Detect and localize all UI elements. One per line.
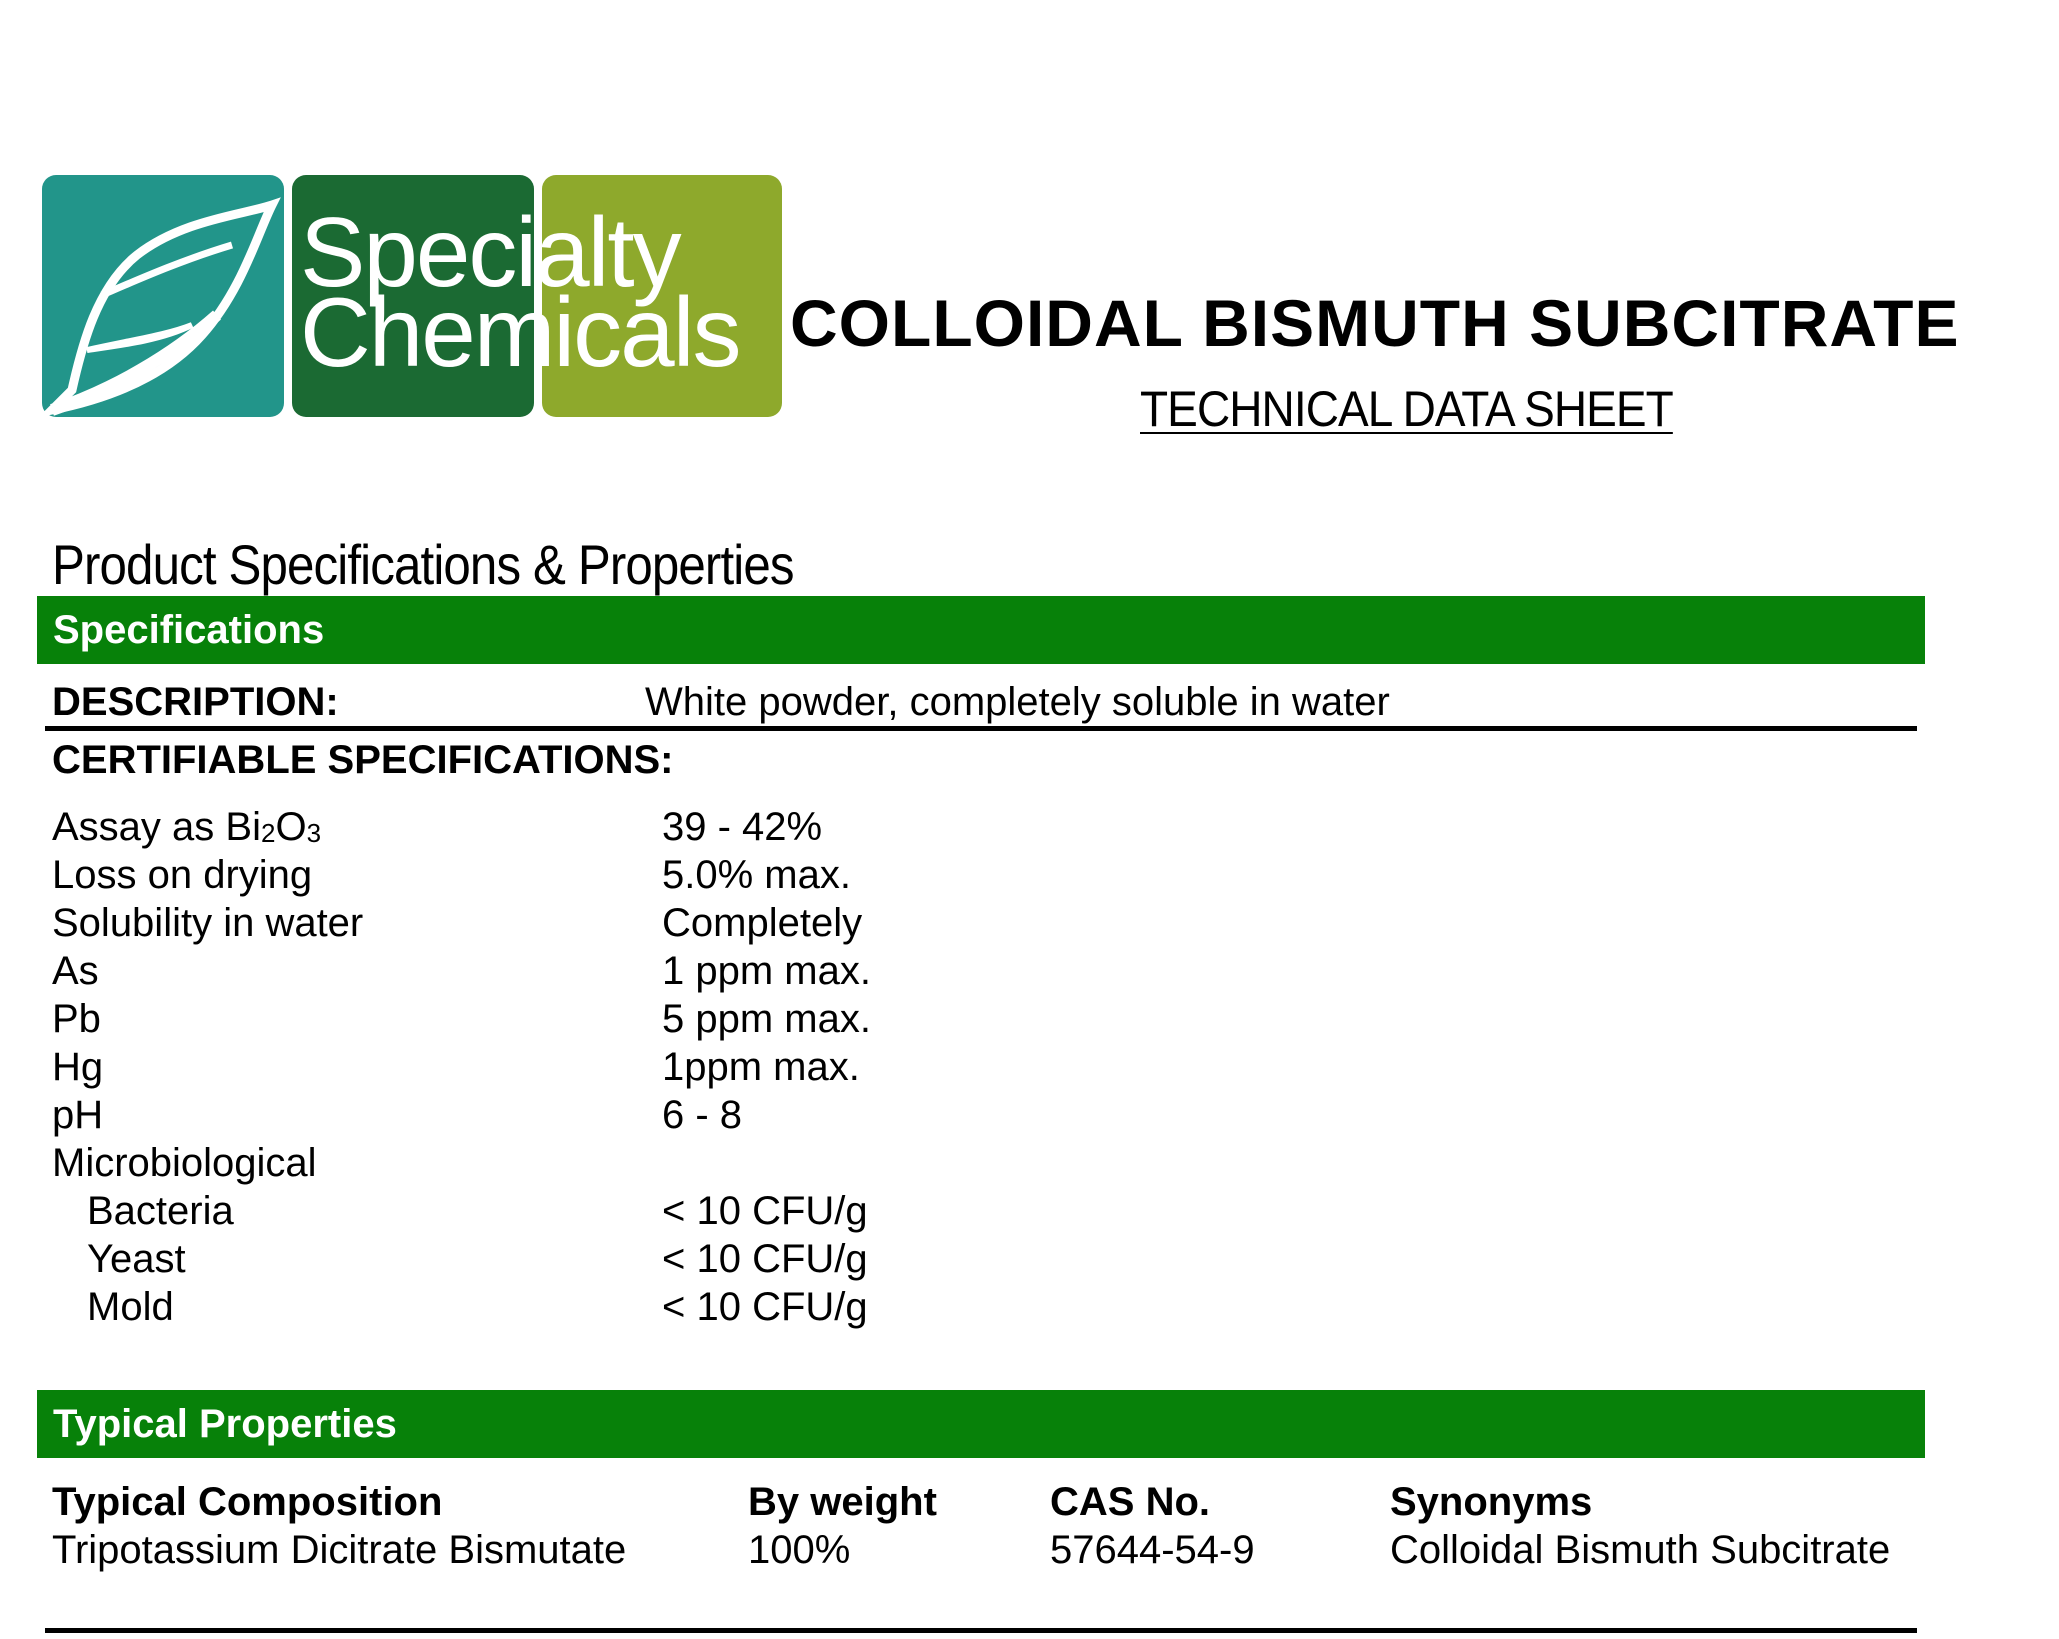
spec-label: pH [52, 1093, 104, 1137]
spec-row [52, 901, 1252, 949]
spec-value: 1ppm max. [662, 1045, 860, 1089]
leaf-icon [42, 175, 284, 417]
spec-row [52, 853, 1252, 901]
spec-row [52, 1141, 1252, 1189]
column-header-synonyms: Synonyms [1390, 1480, 1593, 1524]
spec-label: Hg [52, 1045, 104, 1089]
spec-row-assay [52, 805, 1252, 853]
spec-value: < 10 CFU/g [662, 1285, 868, 1329]
spec-row [52, 1093, 1252, 1141]
company-logo [42, 175, 782, 417]
spec-label: Yeast [87, 1237, 186, 1281]
spec-label: Solubility in water [52, 901, 364, 945]
spec-label: Microbiological [52, 1141, 317, 1185]
spec-row [52, 997, 1252, 1045]
spec-row [52, 1189, 1252, 1237]
spec-value: Completely [662, 901, 863, 945]
cell-cas: 57644-54-9 [1050, 1528, 1255, 1572]
cell-composition: Tripotassium Dicitrate Bismutate [52, 1528, 627, 1572]
product-title: COLLOIDAL BISMUTH SUBCITRATE [790, 286, 1960, 360]
spec-row [52, 1285, 1252, 1333]
column-header-cas: CAS No. [1050, 1480, 1210, 1524]
certifiable-label: CERTIFIABLE SPECIFICATIONS: [52, 738, 674, 782]
spec-value: 39 - 42% [662, 805, 823, 849]
description-label: DESCRIPTION: [52, 680, 339, 724]
specifications-bar: Specifications [37, 596, 1925, 664]
spec-label: As [52, 949, 99, 993]
column-header-by-weight: By weight [748, 1480, 937, 1524]
description-value: White powder, completely soluble in water [645, 680, 1390, 724]
spec-value: 1 ppm max. [662, 949, 871, 993]
document-type: TECHNICAL DATA SHEET [1140, 381, 1673, 437]
spec-value: < 10 CFU/g [662, 1189, 868, 1233]
spec-label: Mold [87, 1285, 174, 1329]
spec-label: Assay as $Bi_2O_3$ [52, 805, 322, 849]
section-title: Product Specifications & Properties [52, 533, 794, 596]
divider-rule [45, 726, 1917, 731]
column-header-composition: Typical Composition [52, 1480, 443, 1524]
spec-row [52, 949, 1252, 997]
logo-text-line-1: Specialty [300, 197, 680, 307]
spec-label: Pb [52, 997, 101, 1041]
logo-text-line-2: Chemicals [300, 277, 740, 387]
spec-row [52, 1237, 1252, 1285]
spec-value: 5 ppm max. [662, 997, 871, 1041]
cell-by-weight: 100% [748, 1528, 851, 1572]
spec-label: Bacteria [87, 1189, 234, 1233]
spec-row [52, 1045, 1252, 1093]
bottom-rule [45, 1628, 1917, 1633]
spec-value: 6 - 8 [662, 1093, 743, 1137]
spec-value: < 10 CFU/g [662, 1237, 868, 1281]
spec-label: Loss on drying [52, 853, 313, 897]
spec-value: 5.0% max. [662, 853, 851, 897]
typical-properties-bar: Typical Properties [37, 1390, 1925, 1458]
cell-synonyms: Colloidal Bismuth Subcitrate [1390, 1528, 1891, 1572]
